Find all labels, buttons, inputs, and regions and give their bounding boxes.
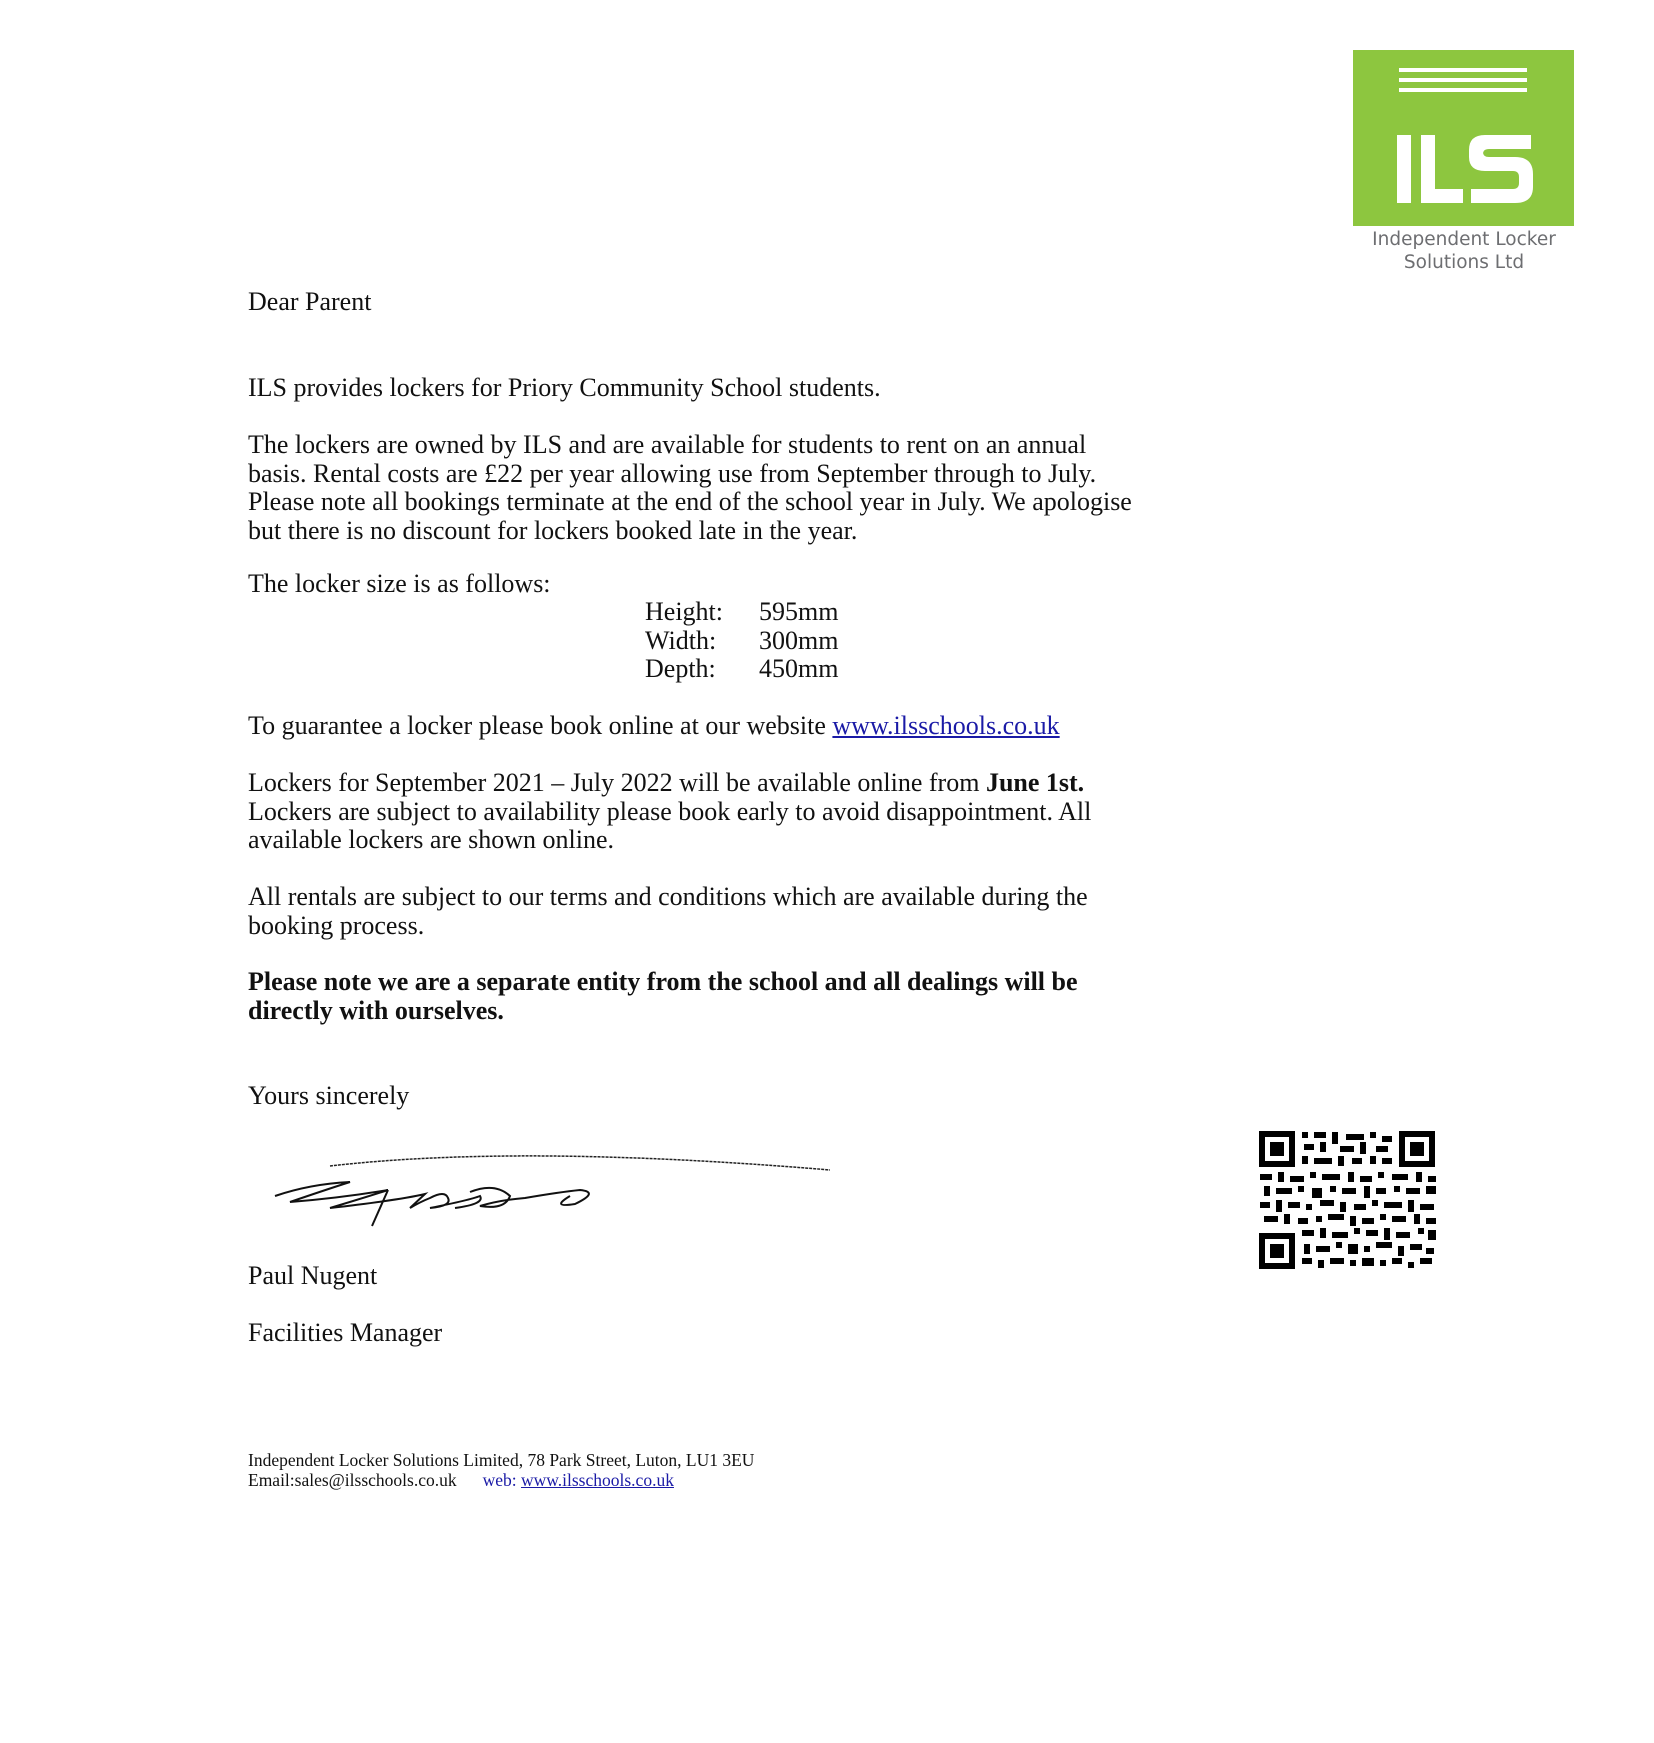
logo-caption-line2: Solutions Ltd bbox=[1403, 252, 1525, 273]
availability-line: Lockers are subject to availability please book early to avoid disappointment. All bbox=[248, 796, 1092, 826]
availability-line: available lockers are shown online. bbox=[248, 825, 615, 854]
terms-paragraph bbox=[248, 883, 1088, 940]
size-label: Depth: bbox=[645, 654, 716, 683]
website-link[interactable]: www.ilsschools.co.uk bbox=[832, 711, 1060, 740]
size-value: 450mm bbox=[759, 654, 839, 683]
ils-logo-mark-icon bbox=[1353, 50, 1574, 226]
signatory-title-text: Facilities Manager bbox=[248, 1318, 443, 1347]
closing-text: Yours sincerely bbox=[248, 1081, 410, 1110]
signature-image bbox=[270, 1150, 830, 1230]
terms-line: All rentals are subject to our terms and conditions which are available during the bbox=[248, 882, 1088, 911]
rental-line: Please note all bookings terminate at the end of the school year in July. We apologise bbox=[248, 487, 1132, 516]
booking-paragraph bbox=[248, 712, 1060, 741]
notice-line: Please note we are a separate entity from the school and all dealings will be bbox=[248, 967, 1078, 996]
terms-line: booking process. bbox=[248, 910, 425, 940]
signatory-name bbox=[248, 1262, 377, 1291]
rental-line: but there is no discount for lockers booked late in the year. bbox=[248, 515, 858, 545]
intro-paragraph bbox=[248, 374, 881, 403]
size-value: 300mm bbox=[759, 625, 839, 655]
closing bbox=[248, 1082, 409, 1111]
footer bbox=[248, 1450, 754, 1490]
ils-logo bbox=[1353, 50, 1574, 226]
logo-caption-line1: Independent Locker bbox=[1372, 229, 1556, 250]
size-label: Height: bbox=[645, 597, 723, 626]
size-intro bbox=[248, 570, 551, 599]
size-label: Width: bbox=[645, 625, 717, 655]
locker-size-table bbox=[645, 598, 838, 684]
logo-caption bbox=[1340, 228, 1588, 274]
availability-paragraph bbox=[248, 769, 1091, 855]
footer-address: Independent Locker Solutions Limited, 78 Park Street, Luton, LU1 3EU bbox=[248, 1450, 755, 1470]
qr-code-icon bbox=[1258, 1130, 1438, 1270]
intro-text: ILS provides lockers for Priory Community School students. bbox=[248, 373, 881, 402]
size-value: 595mm bbox=[759, 597, 839, 626]
availability-line bbox=[248, 769, 1091, 798]
booking-line bbox=[248, 712, 1060, 741]
footer-web-label: web: bbox=[482, 1470, 521, 1490]
footer-email: Email:sales@ilsschools.co.uk bbox=[248, 1470, 457, 1490]
rental-line: basis. Rental costs are £22 per year allowing use from September through to July. bbox=[248, 458, 1097, 488]
size-intro-text: The locker size is as follows: bbox=[248, 569, 551, 598]
salutation bbox=[248, 288, 371, 317]
availability-date: June 1st. bbox=[985, 768, 1085, 797]
footer-contact-line bbox=[248, 1470, 754, 1490]
rental-line: The lockers are owned by ILS and are available for students to rent on an annual bbox=[248, 430, 1087, 459]
rental-paragraph bbox=[248, 431, 1132, 545]
size-row-depth bbox=[645, 655, 838, 684]
footer-web-link[interactable]: www.ilsschools.co.uk bbox=[521, 1470, 674, 1490]
booking-text: To guarantee a locker please book online at our website bbox=[248, 711, 833, 740]
signatory-name-text: Paul Nugent bbox=[248, 1261, 378, 1290]
availability-text: Lockers for September 2021 – July 2022 will be available online from bbox=[248, 768, 986, 797]
size-row-height bbox=[645, 598, 838, 627]
salutation-text: Dear Parent bbox=[248, 287, 372, 316]
size-row-width bbox=[645, 627, 838, 656]
notice-paragraph bbox=[248, 968, 1078, 1025]
notice-line: directly with ourselves. bbox=[248, 995, 504, 1025]
signatory-title bbox=[248, 1319, 442, 1348]
